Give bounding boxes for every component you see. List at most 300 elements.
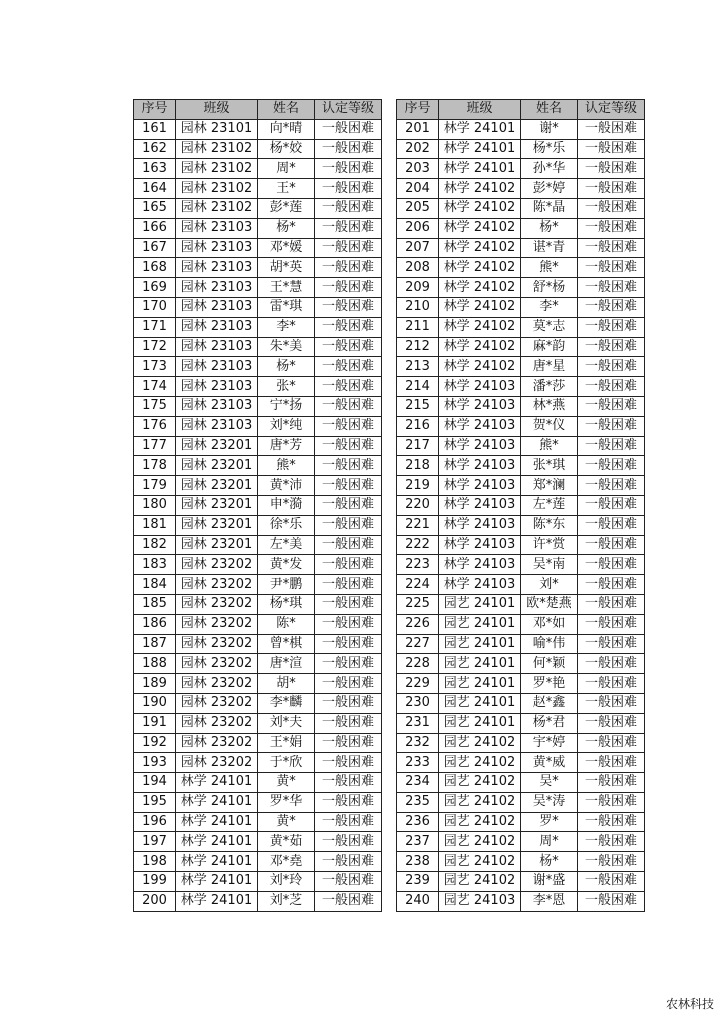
cell-index: 207 [397,238,439,258]
cell-level: 一般困难 [578,119,645,139]
cell-class: 园林 23202 [176,555,258,575]
cell-level: 一般困难 [578,674,645,694]
cell-index: 219 [397,476,439,496]
cell-name: 杨* [258,218,315,238]
table-row [134,258,382,278]
table-row [397,179,645,199]
table-row [134,198,382,218]
cell-class: 园林 23202 [176,733,258,753]
table-row [134,179,382,199]
table-row [397,812,645,832]
table-row [397,575,645,595]
cell-level: 一般困难 [315,139,382,159]
cell-level: 一般困难 [315,377,382,397]
cell-level: 一般困难 [315,238,382,258]
cell-level: 一般困难 [578,634,645,654]
cell-level: 一般困难 [315,693,382,713]
cell-class: 园林 23202 [176,654,258,674]
cell-name: 宇*婷 [521,733,578,753]
table-row [134,891,382,911]
table-row [397,317,645,337]
cell-index: 190 [134,693,176,713]
cell-name: 宁*扬 [258,396,315,416]
cell-name: 杨* [258,357,315,377]
cell-name: 舒*杨 [521,278,578,298]
cell-name: 邓*堯 [258,852,315,872]
cell-class: 林学 24102 [439,357,521,377]
table-header-row [397,100,645,120]
cell-class: 园艺 24101 [439,614,521,634]
cell-level: 一般困难 [315,654,382,674]
table-row [134,753,382,773]
cell-index: 218 [397,456,439,476]
cell-index: 183 [134,555,176,575]
cell-name: 吴* [521,773,578,793]
table-row [397,476,645,496]
cell-class: 林学 24102 [439,218,521,238]
cell-class: 园林 23103 [176,377,258,397]
cell-name: 邓*如 [521,614,578,634]
table-row [134,674,382,694]
cell-index: 211 [397,317,439,337]
cell-class: 林学 24102 [439,278,521,298]
cell-name: 孙*华 [521,159,578,179]
cell-index: 187 [134,634,176,654]
cell-level: 一般困难 [315,476,382,496]
cell-index: 173 [134,357,176,377]
cell-class: 林学 24101 [176,891,258,911]
cell-level: 一般困难 [578,357,645,377]
cell-class: 园林 23103 [176,278,258,298]
table-row [134,555,382,575]
cell-name: 黄*威 [521,753,578,773]
cell-name: 杨*姣 [258,139,315,159]
table-row [134,792,382,812]
cell-level: 一般困难 [578,773,645,793]
cell-name: 杨*乐 [521,139,578,159]
table-row [134,218,382,238]
cell-level: 一般困难 [578,575,645,595]
cell-index: 226 [397,614,439,634]
cell-class: 园林 23201 [176,476,258,496]
cell-name: 邓*媛 [258,238,315,258]
cell-class: 林学 24102 [439,238,521,258]
cell-level: 一般困难 [315,634,382,654]
roster-table-left [133,99,382,912]
cell-level: 一般困难 [315,773,382,793]
cell-index: 186 [134,614,176,634]
cell-index: 189 [134,674,176,694]
header-level: 认定等级 [315,100,382,120]
cell-name: 黄*茹 [258,832,315,852]
cell-index: 239 [397,872,439,892]
cell-index: 232 [397,733,439,753]
cell-level: 一般困难 [315,396,382,416]
header-index: 序号 [397,100,439,120]
cell-class: 林学 24102 [439,258,521,278]
cell-name: 向*晴 [258,119,315,139]
cell-name: 申*漪 [258,495,315,515]
cell-level: 一般困难 [578,713,645,733]
cell-index: 234 [397,773,439,793]
cell-name: 雷*琪 [258,297,315,317]
cell-level: 一般困难 [578,258,645,278]
cell-level: 一般困难 [315,357,382,377]
cell-index: 182 [134,535,176,555]
cell-class: 林学 24101 [439,159,521,179]
table-row [397,377,645,397]
cell-index: 221 [397,515,439,535]
cell-index: 237 [397,832,439,852]
cell-class: 林学 24103 [439,515,521,535]
cell-name: 何*颖 [521,654,578,674]
cell-level: 一般困难 [578,693,645,713]
cell-class: 园艺 24101 [439,634,521,654]
table-row [397,594,645,614]
cell-index: 208 [397,258,439,278]
header-level: 认定等级 [578,100,645,120]
cell-class: 园林 23201 [176,515,258,535]
cell-level: 一般困难 [315,495,382,515]
table-row [397,119,645,139]
roster-body-left [134,119,382,911]
cell-level: 一般困难 [578,891,645,911]
table-row [397,713,645,733]
header-class: 班级 [176,100,258,120]
cell-class: 园艺 24101 [439,654,521,674]
cell-level: 一般困难 [578,555,645,575]
cell-level: 一般困难 [578,238,645,258]
cell-level: 一般困难 [578,297,645,317]
cell-name: 曾*棋 [258,634,315,654]
cell-level: 一般困难 [315,436,382,456]
cell-index: 179 [134,476,176,496]
cell-class: 园林 23103 [176,337,258,357]
cell-name: 谢* [521,119,578,139]
cell-name: 欧*楚燕 [521,594,578,614]
table-row [134,297,382,317]
table-row [397,218,645,238]
cell-name: 唐*芳 [258,436,315,456]
cell-name: 林*燕 [521,396,578,416]
cell-level: 一般困难 [315,852,382,872]
table-row [397,297,645,317]
cell-class: 林学 24103 [439,416,521,436]
cell-index: 174 [134,377,176,397]
table-row [397,278,645,298]
table-row [134,535,382,555]
cell-level: 一般困难 [315,179,382,199]
cell-level: 一般困难 [315,555,382,575]
table-row [134,812,382,832]
cell-level: 一般困难 [315,674,382,694]
cell-level: 一般困难 [315,416,382,436]
table-row [397,792,645,812]
cell-level: 一般困难 [315,812,382,832]
cell-index: 235 [397,792,439,812]
cell-index: 240 [397,891,439,911]
cell-index: 202 [397,139,439,159]
cell-index: 206 [397,218,439,238]
table-row [397,515,645,535]
cell-index: 213 [397,357,439,377]
cell-index: 175 [134,396,176,416]
table-row [134,515,382,535]
header-index: 序号 [134,100,176,120]
cell-index: 201 [397,119,439,139]
cell-name: 左*莲 [521,495,578,515]
table-row [134,614,382,634]
table-row [397,654,645,674]
cell-index: 193 [134,753,176,773]
cell-class: 园艺 24102 [439,753,521,773]
table-row [397,674,645,694]
cell-level: 一般困难 [578,852,645,872]
cell-level: 一般困难 [315,733,382,753]
table-header-row [134,100,382,120]
cell-level: 一般困难 [315,872,382,892]
cell-index: 210 [397,297,439,317]
cell-name: 彭*莲 [258,198,315,218]
cell-name: 熊* [521,258,578,278]
cell-class: 林学 24101 [176,852,258,872]
cell-class: 园林 23103 [176,357,258,377]
cell-name: 尹*鹏 [258,575,315,595]
cell-class: 林学 24103 [439,396,521,416]
cell-name: 刘*芝 [258,891,315,911]
header-name: 姓名 [258,100,315,120]
cell-level: 一般困难 [315,832,382,852]
cell-name: 张* [258,377,315,397]
cell-level: 一般困难 [315,891,382,911]
cell-name: 黄* [258,812,315,832]
cell-index: 230 [397,693,439,713]
cell-class: 林学 24103 [439,436,521,456]
cell-level: 一般困难 [315,575,382,595]
cell-class: 园林 23201 [176,535,258,555]
cell-class: 园林 23101 [176,119,258,139]
table-row [134,832,382,852]
cell-level: 一般困难 [578,396,645,416]
table-row [397,357,645,377]
cell-name: 刘* [521,575,578,595]
cell-name: 刘*夫 [258,713,315,733]
cell-index: 228 [397,654,439,674]
table-row [134,713,382,733]
cell-class: 林学 24102 [439,337,521,357]
table-row [134,337,382,357]
cell-class: 园艺 24103 [439,891,521,911]
cell-class: 林学 24101 [176,792,258,812]
cell-class: 林学 24103 [439,535,521,555]
cell-class: 园艺 24101 [439,693,521,713]
table-row [397,614,645,634]
cell-index: 205 [397,198,439,218]
cell-index: 217 [397,436,439,456]
cell-level: 一般困难 [315,258,382,278]
cell-name: 李*恩 [521,891,578,911]
cell-name: 潘*莎 [521,377,578,397]
table-row [397,753,645,773]
table-row [397,832,645,852]
cell-level: 一般困难 [315,713,382,733]
cell-class: 林学 24103 [439,555,521,575]
cell-name: 彭*婷 [521,179,578,199]
cell-index: 164 [134,179,176,199]
cell-level: 一般困难 [315,753,382,773]
cell-class: 林学 24102 [439,317,521,337]
cell-level: 一般困难 [315,198,382,218]
cell-class: 园林 23202 [176,674,258,694]
cell-name: 喻*伟 [521,634,578,654]
cell-class: 林学 24103 [439,377,521,397]
cell-name: 罗* [521,812,578,832]
cell-index: 163 [134,159,176,179]
header-class: 班级 [439,100,521,120]
table-row [397,634,645,654]
cell-class: 林学 24101 [176,773,258,793]
cell-class: 园林 23201 [176,436,258,456]
cell-index: 238 [397,852,439,872]
table-row [134,238,382,258]
cell-name: 陈*晶 [521,198,578,218]
cell-index: 195 [134,792,176,812]
table-row [134,476,382,496]
cell-level: 一般困难 [578,317,645,337]
cell-name: 王*慧 [258,278,315,298]
cell-index: 180 [134,495,176,515]
cell-name: 谢*盛 [521,872,578,892]
table-row [397,396,645,416]
cell-class: 园林 23103 [176,218,258,238]
cell-name: 赵*鑫 [521,693,578,713]
cell-name: 杨*君 [521,713,578,733]
cell-level: 一般困难 [578,198,645,218]
cell-index: 227 [397,634,439,654]
cell-level: 一般困难 [578,614,645,634]
cell-index: 236 [397,812,439,832]
cell-index: 216 [397,416,439,436]
table-row [134,693,382,713]
cell-class: 林学 24103 [439,456,521,476]
table-row [134,634,382,654]
cell-level: 一般困难 [578,476,645,496]
cell-name: 李* [521,297,578,317]
cell-name: 唐*星 [521,357,578,377]
cell-name: 杨* [521,218,578,238]
cell-class: 林学 24102 [439,179,521,199]
table-row [397,139,645,159]
cell-name: 许*赏 [521,535,578,555]
cell-index: 223 [397,555,439,575]
cell-level: 一般困难 [578,495,645,515]
cell-name: 莫*志 [521,317,578,337]
cell-level: 一般困难 [315,218,382,238]
cell-name: 唐*渲 [258,654,315,674]
cell-level: 一般困难 [578,733,645,753]
cell-index: 204 [397,179,439,199]
cell-level: 一般困难 [578,753,645,773]
cell-level: 一般困难 [315,297,382,317]
cell-index: 198 [134,852,176,872]
cell-class: 园艺 24102 [439,872,521,892]
cell-class: 园林 23202 [176,594,258,614]
cell-class: 园艺 24101 [439,594,521,614]
cell-index: 177 [134,436,176,456]
cell-class: 园艺 24102 [439,812,521,832]
cell-name: 朱*美 [258,337,315,357]
table-row [397,872,645,892]
cell-name: 张*琪 [521,456,578,476]
table-row [134,119,382,139]
cell-level: 一般困难 [578,436,645,456]
cell-index: 212 [397,337,439,357]
cell-index: 165 [134,198,176,218]
cell-class: 园艺 24102 [439,852,521,872]
cell-class: 园林 23202 [176,693,258,713]
table-row [134,139,382,159]
cell-name: 刘*玲 [258,872,315,892]
table-row [134,852,382,872]
cell-level: 一般困难 [578,139,645,159]
cell-name: 李* [258,317,315,337]
table-row [134,733,382,753]
cell-level: 一般困难 [578,872,645,892]
cell-class: 园林 23202 [176,634,258,654]
cell-index: 231 [397,713,439,733]
cell-name: 杨*琪 [258,594,315,614]
cell-name: 熊* [258,456,315,476]
cell-class: 园艺 24102 [439,792,521,812]
cell-level: 一般困难 [578,278,645,298]
cell-index: 197 [134,832,176,852]
cell-index: 191 [134,713,176,733]
cell-name: 王* [258,179,315,199]
cell-name: 李*麟 [258,693,315,713]
cell-class: 园林 23201 [176,495,258,515]
table-row [134,773,382,793]
cell-index: 178 [134,456,176,476]
cell-level: 一般困难 [315,317,382,337]
table-row [134,416,382,436]
cell-index: 170 [134,297,176,317]
table-row [397,258,645,278]
table-row [134,495,382,515]
table-row [397,159,645,179]
cell-index: 161 [134,119,176,139]
table-row [134,654,382,674]
cell-class: 园艺 24101 [439,674,521,694]
cell-level: 一般困难 [578,654,645,674]
cell-index: 162 [134,139,176,159]
table-row [134,278,382,298]
table-row [397,555,645,575]
table-row [397,416,645,436]
table-row [397,852,645,872]
cell-index: 181 [134,515,176,535]
table-row [397,535,645,555]
cell-index: 220 [397,495,439,515]
footer-watermark: 农林科技 [665,997,714,1011]
cell-index: 196 [134,812,176,832]
cell-level: 一般困难 [578,416,645,436]
cell-index: 215 [397,396,439,416]
table-row [397,456,645,476]
cell-class: 林学 24102 [439,297,521,317]
cell-name: 左*美 [258,535,315,555]
cell-name: 于*欣 [258,753,315,773]
cell-index: 176 [134,416,176,436]
